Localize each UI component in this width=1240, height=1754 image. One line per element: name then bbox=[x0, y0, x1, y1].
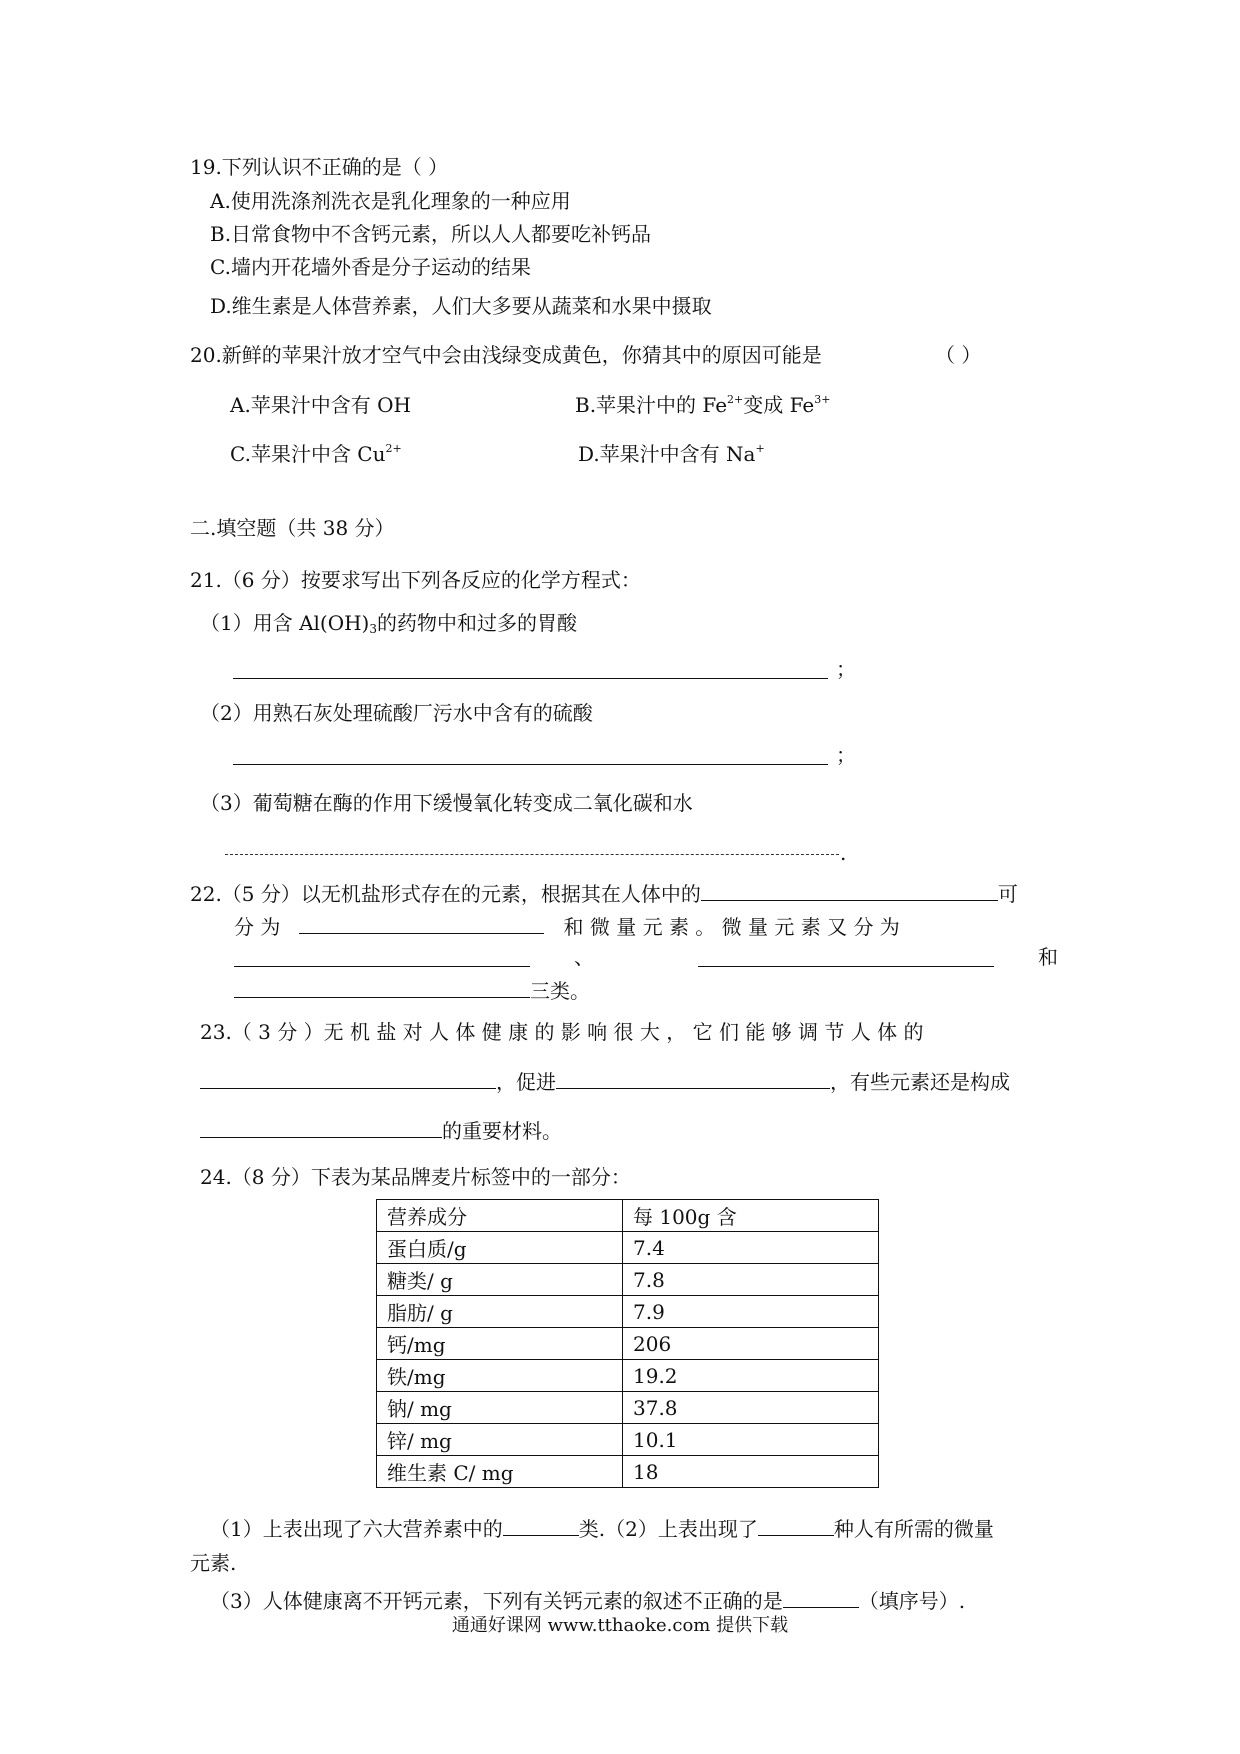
table-cell: 铁/mg bbox=[377, 1360, 623, 1392]
table-cell: 锌/ mg bbox=[377, 1424, 623, 1456]
table-row bbox=[377, 1264, 879, 1296]
table-header-cell: 每 100g 含 bbox=[623, 1200, 879, 1232]
q21-part3-end: . bbox=[840, 841, 847, 865]
q21-part2-answer-line[interactable] bbox=[233, 764, 828, 765]
table-cell: 7.8 bbox=[623, 1264, 879, 1296]
q21-part1: （1）用含 $Al(OH)_3$的药物中和过多的胃酸 bbox=[200, 611, 578, 636]
q23-line2: ，促进 ，有些元素还是构成 bbox=[200, 1068, 1010, 1095]
table-cell: 206 bbox=[623, 1328, 879, 1360]
q21-part3: （3）葡萄糖在酶的作用下缓慢氧化转变成二氧化碳和水 bbox=[200, 791, 693, 815]
q22-blank-2[interactable] bbox=[299, 913, 544, 934]
table-row bbox=[377, 1456, 879, 1488]
q19-option-c: C.墙内开花墙外香是分子运动的结果 bbox=[210, 255, 531, 279]
page-footer: 通通好课网 www.tthaoke.com 提供下载 bbox=[451, 1615, 789, 1636]
q20-answer-paren: （ ） bbox=[935, 343, 982, 367]
q19-option-b: B.日常食物中不含钙元素，所以人人都要吃补钙品 bbox=[210, 222, 652, 246]
table-cell: 18 bbox=[623, 1456, 879, 1488]
table-cell: 蛋白质/g bbox=[377, 1232, 623, 1264]
q23-blank-1[interactable] bbox=[200, 1068, 496, 1089]
table-cell: 钠/ mg bbox=[377, 1392, 623, 1424]
q22-and: 和 bbox=[1038, 945, 1058, 969]
q20-option-c: C.苹果汁中含 $Cu^{2+}$ bbox=[230, 442, 402, 466]
table-row bbox=[377, 1360, 879, 1392]
table-cell: 钙/mg bbox=[377, 1328, 623, 1360]
q21-part2-end: ； bbox=[836, 743, 856, 767]
q19-option-a: A.使用洗涤剂洗衣是乳化理象的一种应用 bbox=[210, 189, 571, 213]
q24-subquestion-3: （3）人体健康离不开钙元素，下列有关钙元素的叙述不正确的是 （填序号）. bbox=[210, 1589, 966, 1613]
nutrition-table bbox=[376, 1199, 879, 1488]
q24-blank-2[interactable] bbox=[758, 1515, 834, 1536]
table-row bbox=[377, 1232, 879, 1264]
table-cell: 10.1 bbox=[623, 1424, 879, 1456]
q23-line1: 23.（ 3 分 ）无 机 盐 对 人 体 健 康 的 影 响 很 大 ， 它 们 能 够 调 节 人 体 的 bbox=[200, 1020, 924, 1044]
table-row bbox=[377, 1328, 879, 1360]
q20-option-a: A.苹果汁中含有 OH bbox=[230, 393, 411, 417]
section-title: 二.填空题（共 38 分） bbox=[190, 516, 395, 540]
q23-blank-3[interactable] bbox=[200, 1117, 442, 1138]
table-cell: 37.8 bbox=[623, 1392, 879, 1424]
q22-line4: 三类。 bbox=[234, 977, 590, 1004]
q24-subquestion-1: （1）上表出现了六大营养素中的 类.（2）上表出现了 种人有所需的微量 bbox=[210, 1517, 994, 1541]
table-row bbox=[377, 1424, 879, 1456]
table-cell: 19.2 bbox=[623, 1360, 879, 1392]
q23-blank-2[interactable] bbox=[556, 1068, 830, 1089]
q20-option-b: B.苹果汁中的 $Fe^{2+}$变成 $Fe^{3+}$ bbox=[575, 393, 831, 417]
table-header-row bbox=[377, 1200, 879, 1232]
q20-option-d: D.苹果汁中含有 Na+ bbox=[578, 442, 765, 466]
table-header-cell: 营养成分 bbox=[377, 1200, 623, 1232]
q23-line3: 的重要材料。 bbox=[200, 1117, 562, 1144]
q24-stem: 24.（8 分）下表为某品牌麦片标签中的一部分： bbox=[200, 1165, 631, 1189]
q21-part1-end: ； bbox=[836, 657, 856, 681]
q22-blank-1[interactable] bbox=[701, 880, 998, 901]
table-row bbox=[377, 1392, 879, 1424]
q22-line2: 分 为 和 微 量 元 素 。 微 量 元 素 又 分 为 bbox=[234, 915, 900, 939]
table-cell: 糖类/ g bbox=[377, 1264, 623, 1296]
q20-stem: 20.新鲜的苹果汁放才空气中会由浅绿变成黄色，你猜其中的原因可能是 bbox=[190, 343, 822, 367]
q19-stem: 19.下列认识不正确的是（ ） bbox=[190, 155, 449, 179]
q24-subquestion-1-cont: 元素. bbox=[190, 1551, 237, 1575]
table-cell: 维生素 C/ mg bbox=[377, 1456, 623, 1488]
q21-stem: 21.（6 分）按要求写出下列各反应的化学方程式： bbox=[190, 568, 641, 592]
q22-blank-3[interactable] bbox=[234, 966, 530, 967]
table-cell: 7.9 bbox=[623, 1296, 879, 1328]
q19-option-d: D.维生素是人体营养素，人们大多要从蔬菜和水果中摄取 bbox=[210, 294, 712, 318]
table-cell: 脂肪/ g bbox=[377, 1296, 623, 1328]
q21-part2: （2）用熟石灰处理硫酸厂污水中含有的硫酸 bbox=[200, 701, 593, 725]
q24-blank-1[interactable] bbox=[503, 1515, 579, 1536]
table-row bbox=[377, 1296, 879, 1328]
q21-part3-answer-line[interactable] bbox=[225, 854, 839, 855]
q22-line1: 22.（5 分）以无机盐形式存在的元素，根据其在人体中的 可 bbox=[190, 882, 1018, 906]
q21-part1-answer-line[interactable] bbox=[233, 678, 828, 679]
q22-separator: 、 bbox=[574, 945, 594, 969]
q22-blank-4[interactable] bbox=[698, 966, 994, 967]
q22-blank-5[interactable] bbox=[234, 977, 530, 998]
q24-blank-3[interactable] bbox=[783, 1587, 859, 1608]
table-cell: 7.4 bbox=[623, 1232, 879, 1264]
